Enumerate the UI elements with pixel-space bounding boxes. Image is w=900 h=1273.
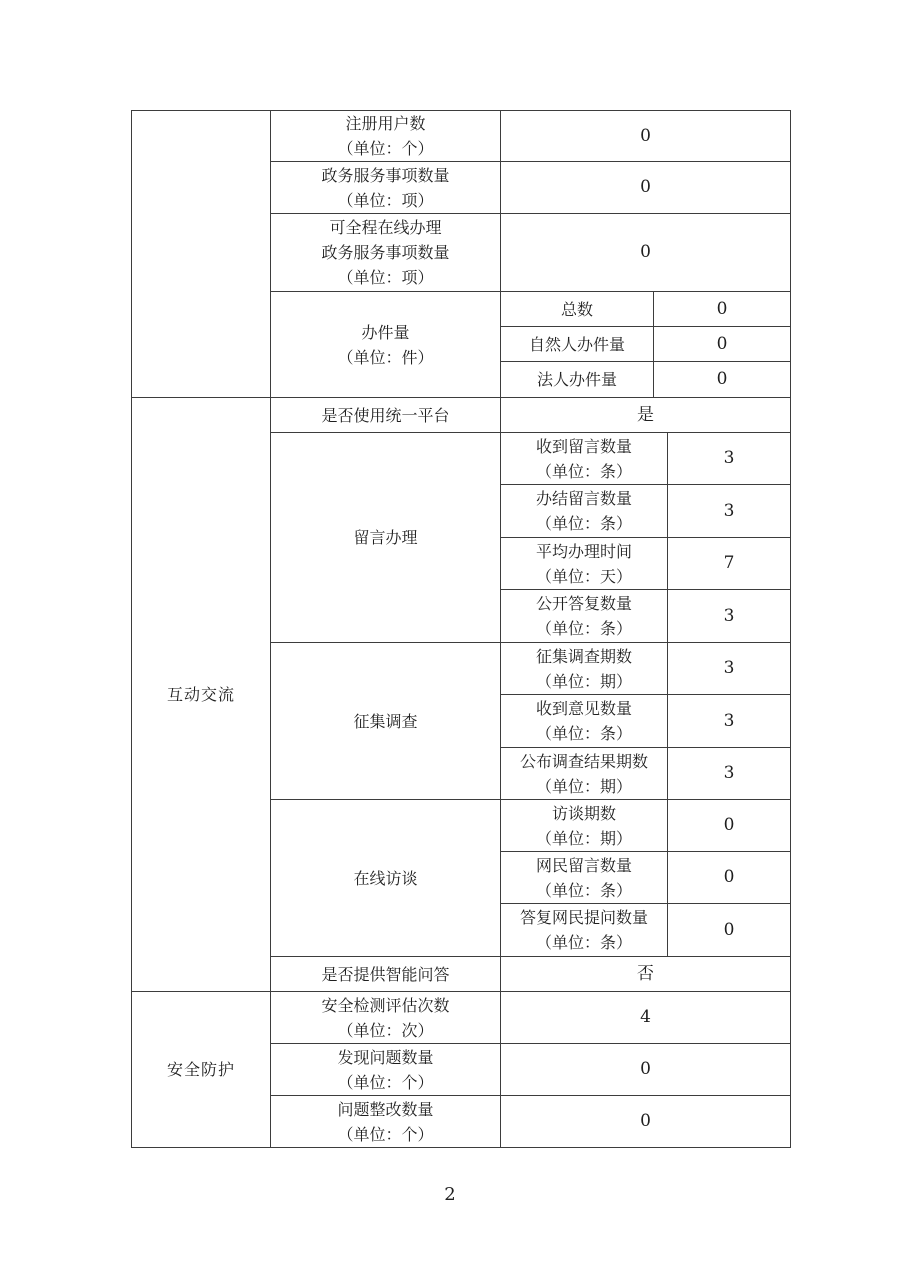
- netizen-messages-value: 0: [668, 852, 791, 904]
- messages-received-value: 3: [668, 433, 791, 485]
- unified-platform-label: 是否使用统一平台: [271, 398, 501, 433]
- registered-users-value: 0: [501, 111, 791, 162]
- interviews-label-cell: 在线访谈: [271, 800, 501, 957]
- netizen-replies-value: 0: [668, 904, 791, 957]
- label-line: 政务服务事项数量: [321, 243, 450, 262]
- survey-published-label-cell: [501, 748, 668, 800]
- label-line: 答复网民提问数量: [519, 908, 648, 927]
- label-line: 安全检测评估次数: [321, 995, 450, 1015]
- assessments-label-cell: [271, 992, 501, 1044]
- unit-line: （单位：期）: [535, 671, 632, 691]
- unit-line: （单位：条）: [535, 461, 632, 481]
- label-line: 征集调查期数: [535, 646, 632, 666]
- label-line: 政务服务事项数量: [321, 165, 450, 185]
- netizen-replies-label-cell: [501, 904, 668, 957]
- problems-found-value: 0: [501, 1044, 791, 1096]
- unit-line: （单位：期）: [535, 828, 632, 848]
- unit-line: （单位：条）: [535, 880, 632, 900]
- label-line: 访谈期数: [551, 803, 616, 823]
- cases-legal-value: 0: [654, 362, 791, 398]
- section3-category-cell: 安全防护: [132, 992, 271, 1148]
- label-line: 问题整改数量: [337, 1099, 434, 1119]
- table-row: [132, 992, 791, 1044]
- section1-category-cell: [132, 111, 271, 398]
- registered-users-label-cell: [271, 111, 501, 162]
- unit-line: （单位：项）: [337, 190, 434, 210]
- unit-line: （单位：项）: [337, 268, 434, 287]
- unit-line: （单位：条）: [535, 933, 632, 952]
- online-items-value: 0: [501, 214, 791, 292]
- message-handling-label-cell: 留言办理: [271, 433, 501, 643]
- online-items-label-cell: [271, 214, 501, 292]
- unit-line: （单位：个）: [337, 1124, 434, 1144]
- cases-natural-label: 自然人办件量: [501, 327, 654, 362]
- label-line: 办结留言数量: [535, 489, 632, 508]
- survey-periods-label-cell: [501, 643, 668, 695]
- survey-opinions-value: 3: [668, 695, 791, 748]
- smart-qa-label: 是否提供智能问答: [271, 957, 501, 992]
- label-line: 发现问题数量: [337, 1047, 434, 1067]
- cases-total-label: 总数: [501, 292, 654, 327]
- label-line: 办件量: [361, 322, 410, 342]
- netizen-messages-label-cell: [501, 852, 668, 904]
- section2-category-cell: 互动交流: [132, 398, 271, 992]
- page-number: 2: [444, 1184, 456, 1205]
- table-section-security: [131, 991, 791, 1148]
- unified-platform-value: 是: [501, 398, 791, 433]
- cases-total-value: 0: [654, 292, 791, 327]
- table-section-services: [131, 110, 791, 398]
- avg-handling-time-value: 7: [668, 538, 791, 590]
- label-line: 注册用户数: [345, 114, 426, 133]
- smart-qa-value: 否: [501, 957, 791, 992]
- unit-line: （单位：个）: [337, 1072, 434, 1092]
- survey-published-value: 3: [668, 748, 791, 800]
- unit-line: （单位：个）: [337, 139, 434, 158]
- unit-line: （单位：条）: [535, 514, 632, 533]
- problems-found-label-cell: [271, 1044, 501, 1096]
- label-line: 网民留言数量: [535, 855, 632, 875]
- unit-line: （单位：条）: [535, 619, 632, 638]
- avg-handling-time-label-cell: [501, 538, 668, 590]
- interview-periods-label-cell: [501, 800, 668, 852]
- public-replies-label-cell: [501, 590, 668, 643]
- label-line: 收到意见数量: [535, 699, 632, 718]
- label-line: 公开答复数量: [535, 594, 632, 613]
- unit-line: （单位：期）: [535, 776, 632, 796]
- table-section-interaction: [131, 397, 791, 992]
- unit-line: （单位：天）: [535, 566, 632, 586]
- survey-periods-value: 3: [668, 643, 791, 695]
- table-row: [132, 111, 791, 162]
- label-line: 可全程在线办理: [329, 218, 442, 237]
- unit-line: （单位：条）: [535, 724, 632, 743]
- cases-natural-value: 0: [654, 327, 791, 362]
- messages-completed-value: 3: [668, 485, 791, 538]
- problems-fixed-label-cell: [271, 1096, 501, 1148]
- label-line: 公布调查结果期数: [519, 751, 648, 771]
- messages-completed-label-cell: [501, 485, 668, 538]
- unit-line: （单位：件）: [337, 347, 434, 367]
- assessments-value: 4: [501, 992, 791, 1044]
- cases-legal-label: 法人办件量: [501, 362, 654, 398]
- label-line: 收到留言数量: [535, 436, 632, 456]
- service-items-value: 0: [501, 162, 791, 214]
- interview-periods-value: 0: [668, 800, 791, 852]
- service-items-label-cell: [271, 162, 501, 214]
- unit-line: （单位：次）: [337, 1020, 434, 1040]
- table-row: [132, 398, 791, 433]
- label-line: 平均办理时间: [535, 541, 632, 561]
- survey-opinions-label-cell: [501, 695, 668, 748]
- messages-received-label-cell: [501, 433, 668, 485]
- cases-label-cell: [271, 292, 501, 398]
- surveys-label-cell: 征集调查: [271, 643, 501, 800]
- problems-fixed-value: 0: [501, 1096, 791, 1148]
- public-replies-value: 3: [668, 590, 791, 643]
